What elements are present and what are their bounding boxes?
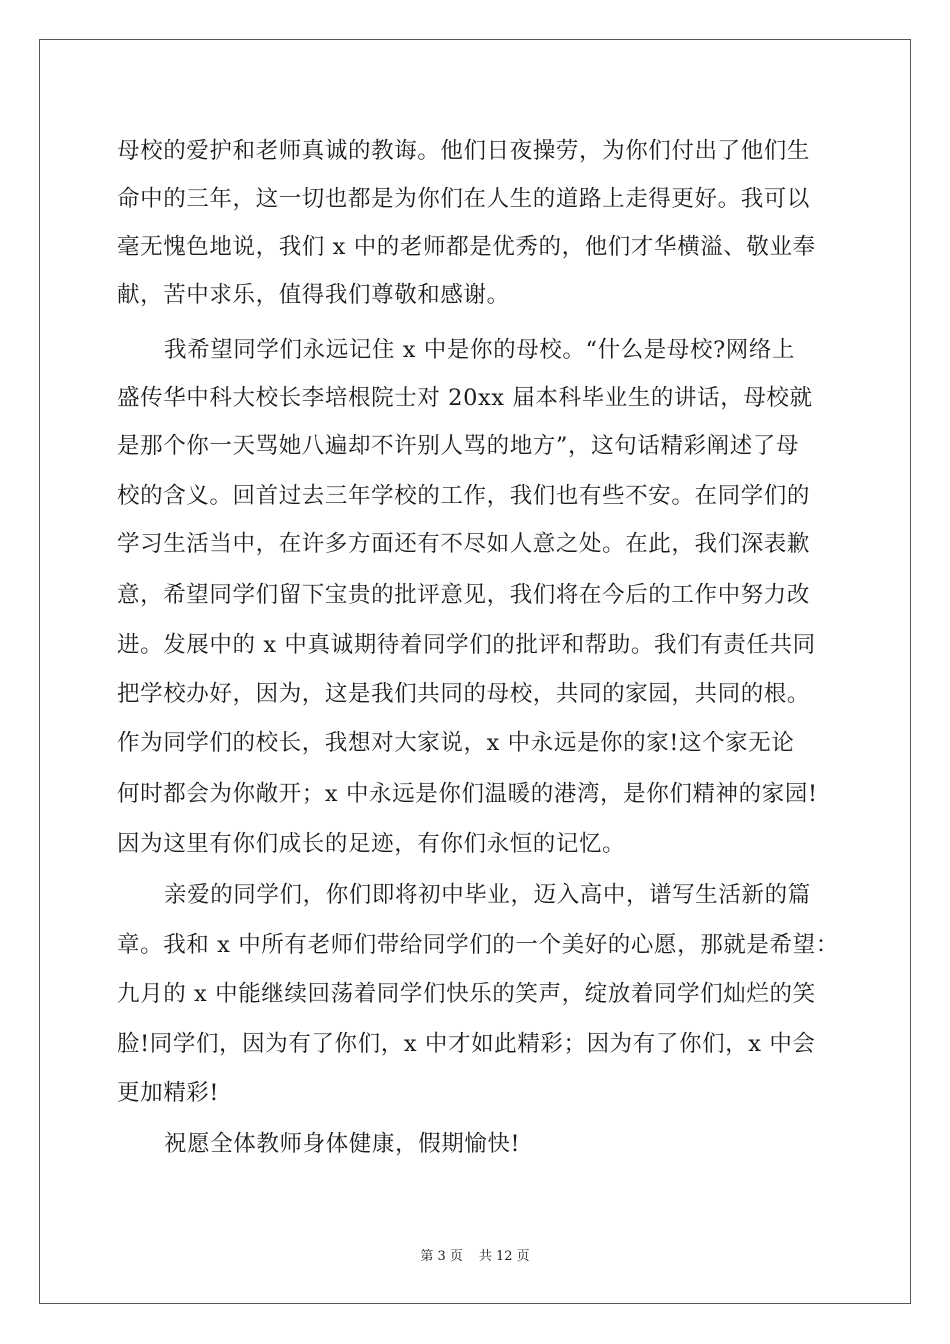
text-line: 何时都会为你敞开；x 中永远是你们温暖的港湾，是你们精神的家园! (117, 781, 818, 807)
text-line: 因为这里有你们成长的足迹，有你们永恒的记忆。 (117, 831, 626, 857)
text-line: 毫无愧色地说，我们 x 中的老师都是优秀的，他们才华横溢、敬业奉 (117, 234, 816, 260)
page-number: 第 3 页 (420, 1249, 463, 1264)
total-pages: 共 12 页 (478, 1249, 530, 1264)
text-line: 九月的 x 中能继续回荡着同学们快乐的笑声，绽放着同学们灿烂的笑 (117, 981, 816, 1007)
text-line: 把学校办好，因为，这是我们共同的母校，共同的家园，共同的根。 (117, 681, 811, 707)
text-line: 命中的三年，这一切也都是为你们在人生的道路上走得更好。我可以 (117, 186, 811, 212)
paragraph-start-line: 祝愿全体教师身体健康，假期愉快! (164, 1131, 521, 1157)
paragraph-start-line: 我希望同学们永远记住 x 中是你的母校。“什么是母校?网络上 (164, 337, 796, 363)
text-line: 进。发展中的 x 中真诚期待着同学们的批评和帮助。我们有责任共同 (117, 632, 816, 658)
text-line: 母校的爱护和老师真诚的教诲。他们日夜操劳，为你们付出了他们生 (117, 138, 811, 164)
page-footer (0, 1248, 950, 1266)
text-line: 献，苦中求乐，值得我们尊敬和感谢。 (117, 282, 510, 308)
text-line: 是那个你一天骂她八遍却不许别人骂的地方”，这句话精彩阐述了母 (117, 433, 800, 459)
paragraph-start-line: 亲爱的同学们，你们即将初中毕业，迈入高中，谱写生活新的篇 (164, 882, 811, 908)
text-line: 盛传华中科大校长李培根院士对 20xx 届本科毕业生的讲话，母校就 (117, 385, 813, 411)
text-line: 作为同学们的校长，我想对大家说，x 中永远是你的家!这个家无论 (117, 730, 795, 756)
text-line: 脸!同学们，因为有了你们，x 中才如此精彩；因为有了你们，x 中会 (117, 1031, 816, 1057)
page-border (39, 39, 911, 1304)
text-line: 学习生活当中，在许多方面还有不尽如人意之处。在此，我们深表歉 (117, 531, 811, 557)
text-line: 章。我和 x 中所有老师们带给同学们的一个美好的心愿，那就是希望： (117, 932, 839, 958)
text-line: 意，希望同学们留下宝贵的批评意见，我们将在今后的工作中努力改 (117, 582, 811, 608)
text-line: 校的含义。回首过去三年学校的工作，我们也有些不安。在同学们的 (117, 483, 811, 509)
text-line: 更加精彩! (117, 1080, 220, 1106)
